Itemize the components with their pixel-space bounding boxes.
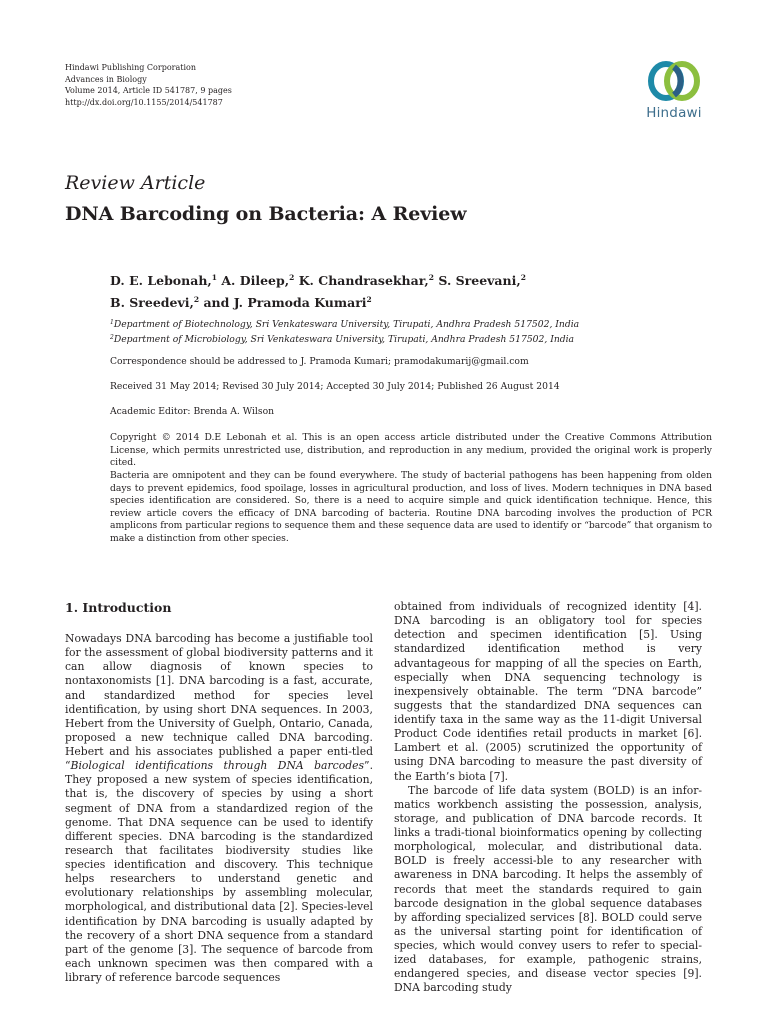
paragraph: obtained from individuals of recognized identity [4]. DNA barcoding is an obligatory tool for species detection and specimen identification [5]. Using standardized identification method is very advantageous for mapping of all the species on Earth, especially when DNA sequencing technology is inexpensively obtainable. The term “DNA barcode” suggests that the standardized DNA sequences can identify taxa in the same way as the 11-digit Universal Product Code identifies retail products in market [6]. Lambert et al. (2005) scrutinized the opportunity of using DNA barcoding to measure the past diversity of the Earth’s biota [7].	[394, 600, 702, 783]
correspondence: Correspondence should be addressed to J. Pramoda Kumari; pramodakumarij@gmail.com	[110, 356, 529, 367]
article-title: DNA Barcoding on Bacteria: A Review	[65, 203, 467, 225]
hindawi-wordmark: Hindawi	[646, 105, 702, 121]
article-type: Review Article	[65, 172, 206, 194]
doi-link[interactable]: http://dx.doi.org/10.1155/2014/541787	[65, 97, 223, 107]
academic-editor: Academic Editor: Brenda A. Wilson	[110, 406, 275, 417]
author: D. E. Lebonah,$^1$	[110, 273, 217, 288]
author-line	[110, 290, 526, 312]
author: and J. Pramoda Kumari$^2$	[203, 295, 372, 310]
journal-masthead	[65, 62, 232, 108]
publisher-name: Hindawi Publishing Corporation	[65, 63, 196, 72]
body-column-right	[394, 600, 702, 996]
hindawi-logo	[636, 58, 712, 121]
paragraph: The barcode of life data system (BOLD) is an infor-matics workbench assisting the possession, analysis, storage, and publication of DNA barcode records. It links a tradi-tional bioinformatics opening by collecting morphological, molecular, and distributional data. BOLD is freely accessi-ble to any researcher with awareness in DNA barcoding. It helps the assembly of records that meet the standards required to gain barcode designation in the global sequence databases by affording specialized services [8]. BOLD could serve as the universal starting point for identification of species, which would convey users to refer to special-ized databases, for example, pathogenic strains, endangered species, and disease vector species [9]. DNA barcoding study	[394, 783, 702, 995]
section-heading: 1. Introduction	[65, 600, 172, 615]
author: S. Sreevani,$^2$	[438, 273, 526, 288]
hindawi-rings-icon	[644, 58, 704, 104]
author: B. Sreedevi,$^2$	[110, 295, 200, 310]
body-column-left	[65, 600, 373, 985]
author-line	[110, 268, 526, 290]
copyright-notice: Copyright © 2014 D.E Lebonah et al. This is an open access article distributed under the Creative Commons Attribution License, which permits unrestricted use, distribution, and reproduction in any medium, provided the original work is properly cited.	[110, 432, 712, 468]
volume-info: Volume 2014, Article ID 541787, 9 pages	[65, 86, 232, 95]
author-list	[110, 268, 526, 312]
affiliations	[110, 317, 710, 346]
publication-dates: Received 31 May 2014; Revised 30 July 2014; Accepted 30 July 2014; Published 26 August 2014	[110, 381, 560, 392]
paragraph: Nowadays DNA barcoding has become a justifiable tool for the assessment of global biodiversity patterns and it can allow diagnosis of known species to nontaxonomists [1]. DNA barcoding is a fast, accurate, and standardized method for species level identification, by using short DNA sequences. In 2003, Hebert from the University of Guelph, Ontario, Canada, proposed a new technique called DNA barcoding. Hebert and his associates published a paper enti-tled “Biological identifications through DNA barcodes”. They proposed a new system of species identification, that is, the discovery of species by using a short segment of DNA from a standardized region of the genome. That DNA sequence can be used to identify different species. DNA barcoding is the standardized research that facilitates biodiversity studies like species identification and discovery. This technique helps researchers to understand genetic and evolutionary relationships by assembling molecular, morphological, and distributional data [2]. Species-level identification by DNA barcoding is usually adapted by the recovery of a short DNA sequence from a standard part of the genome [3]. The sequence of barcode from each unknown specimen was then compared with a library of reference barcode sequences	[65, 632, 373, 984]
abstract: Bacteria are omnipotent and they can be found everywhere. The study of bacterial pathogens has been happening from olden days to prevent epidemics, food spoilage, losses in agricultural production, and loss of lives. Modern techniques in DNA based species identification are considered. So, there is a need to acquire simple and quick identification technique. Hence, this review article covers the efficacy of DNA barcoding of bacteria. Routine DNA barcoding involves the production of PCR amplicons from particular regions to sequence them and these sequence data are used to identify or “barcode” that organism to make a distinction from other species.	[110, 470, 712, 544]
journal-name: Advances in Biology	[65, 74, 147, 84]
author: A. Dileep,$^2$	[221, 273, 295, 288]
affiliation: $^1$Department of Biotechnology, Sri Venkateswara University, Tirupati, Andhra Pradesh 517502, India	[110, 319, 580, 330]
affiliation: $^2$Department of Microbiology, Sri Venkateswara University, Tirupati, Andhra Pradesh 517502, India	[110, 333, 575, 345]
author: K. Chandrasekhar,$^2$	[298, 273, 434, 288]
